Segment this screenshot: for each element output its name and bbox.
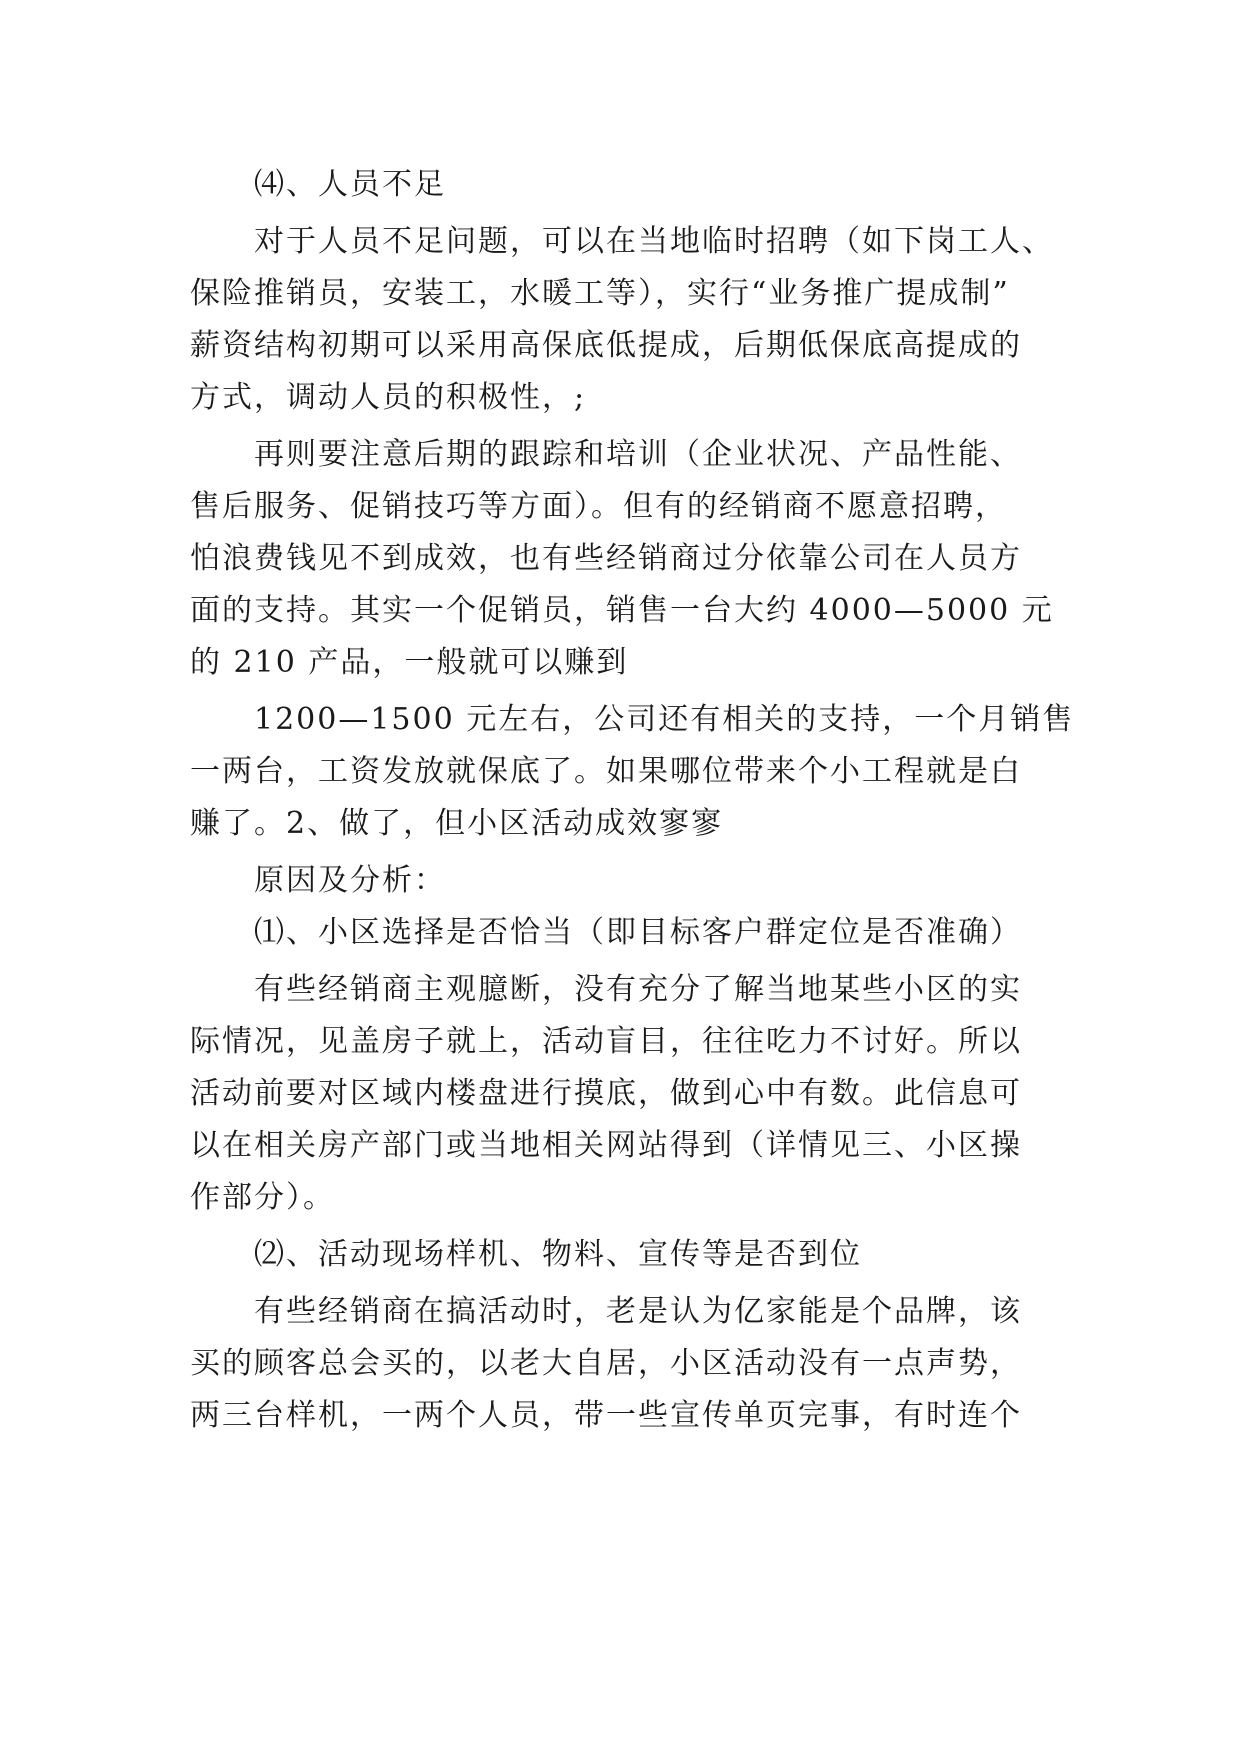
text-line: 买的顾客总会买的，以老大自居，小区活动没有一点声势，: [190, 1346, 1022, 1381]
text-line: 有些经销商在搞活动时，老是认为亿家能是个品牌，该: [254, 1294, 1022, 1329]
text-line: 两三台样机，一两个人员，带一些宣传单页完事，有时连个: [190, 1398, 1022, 1433]
text-line: 1200—1500 元左右，公司还有相关的支持，一个月销售: [254, 702, 1075, 737]
section-heading: 原因及分析：: [254, 863, 446, 898]
text-line: 面的支持。其实一个促销员，销售一台大约 4000—5000 元: [190, 593, 1054, 628]
text-line: 售后服务、促销技巧等方面）。但有的经销商不愿意招聘，: [190, 489, 1007, 524]
text-line: 的 210 产品，一般就可以赚到: [190, 645, 629, 680]
text-line: 活动前要对区域内楼盘进行摸底，做到心中有数。此信息可: [190, 1076, 1022, 1111]
text-line: 薪资结构初期可以采用高保底低提成，后期低保底高提成的: [190, 328, 1022, 363]
section-heading: ⑷、人员不足: [254, 167, 446, 202]
text-line: 方式，调动人员的积极性，;: [190, 380, 587, 415]
text-line: 怕浪费钱见不到成效，也有些经销商过分依靠公司在人员方: [190, 541, 1022, 576]
text-line: 保险推销员，安装工，水暖工等），实行“业务推广提成制”: [190, 276, 1010, 311]
section-heading: ⑵、活动现场样机、物料、宣传等是否到位: [254, 1237, 862, 1272]
text-line: 有些经销商主观臆断，没有充分了解当地某些小区的实: [254, 972, 1022, 1007]
text-line: 以在相关房产部门或当地相关网站得到（详情见三、小区操: [190, 1128, 1022, 1163]
section-heading: ⑴、小区选择是否恰当（即目标客户群定位是否准确）: [254, 915, 1022, 950]
text-line: 一两台，工资发放就保底了。如果哪位带来个小工程就是白: [190, 754, 1022, 789]
text-line: 际情况，见盖房子就上，活动盲目，往往吃力不讨好。所以: [190, 1024, 1022, 1059]
text-line: 赚了。2、做了，但小区活动成效寥寥: [190, 806, 724, 841]
text-line: 作部分）。: [190, 1180, 335, 1215]
text-line: 再则要注意后期的跟踪和培训（企业状况、产品性能、: [254, 437, 1022, 472]
text-line: 对于人员不足问题，可以在当地临时招聘（如下岗工人、: [254, 224, 1054, 259]
